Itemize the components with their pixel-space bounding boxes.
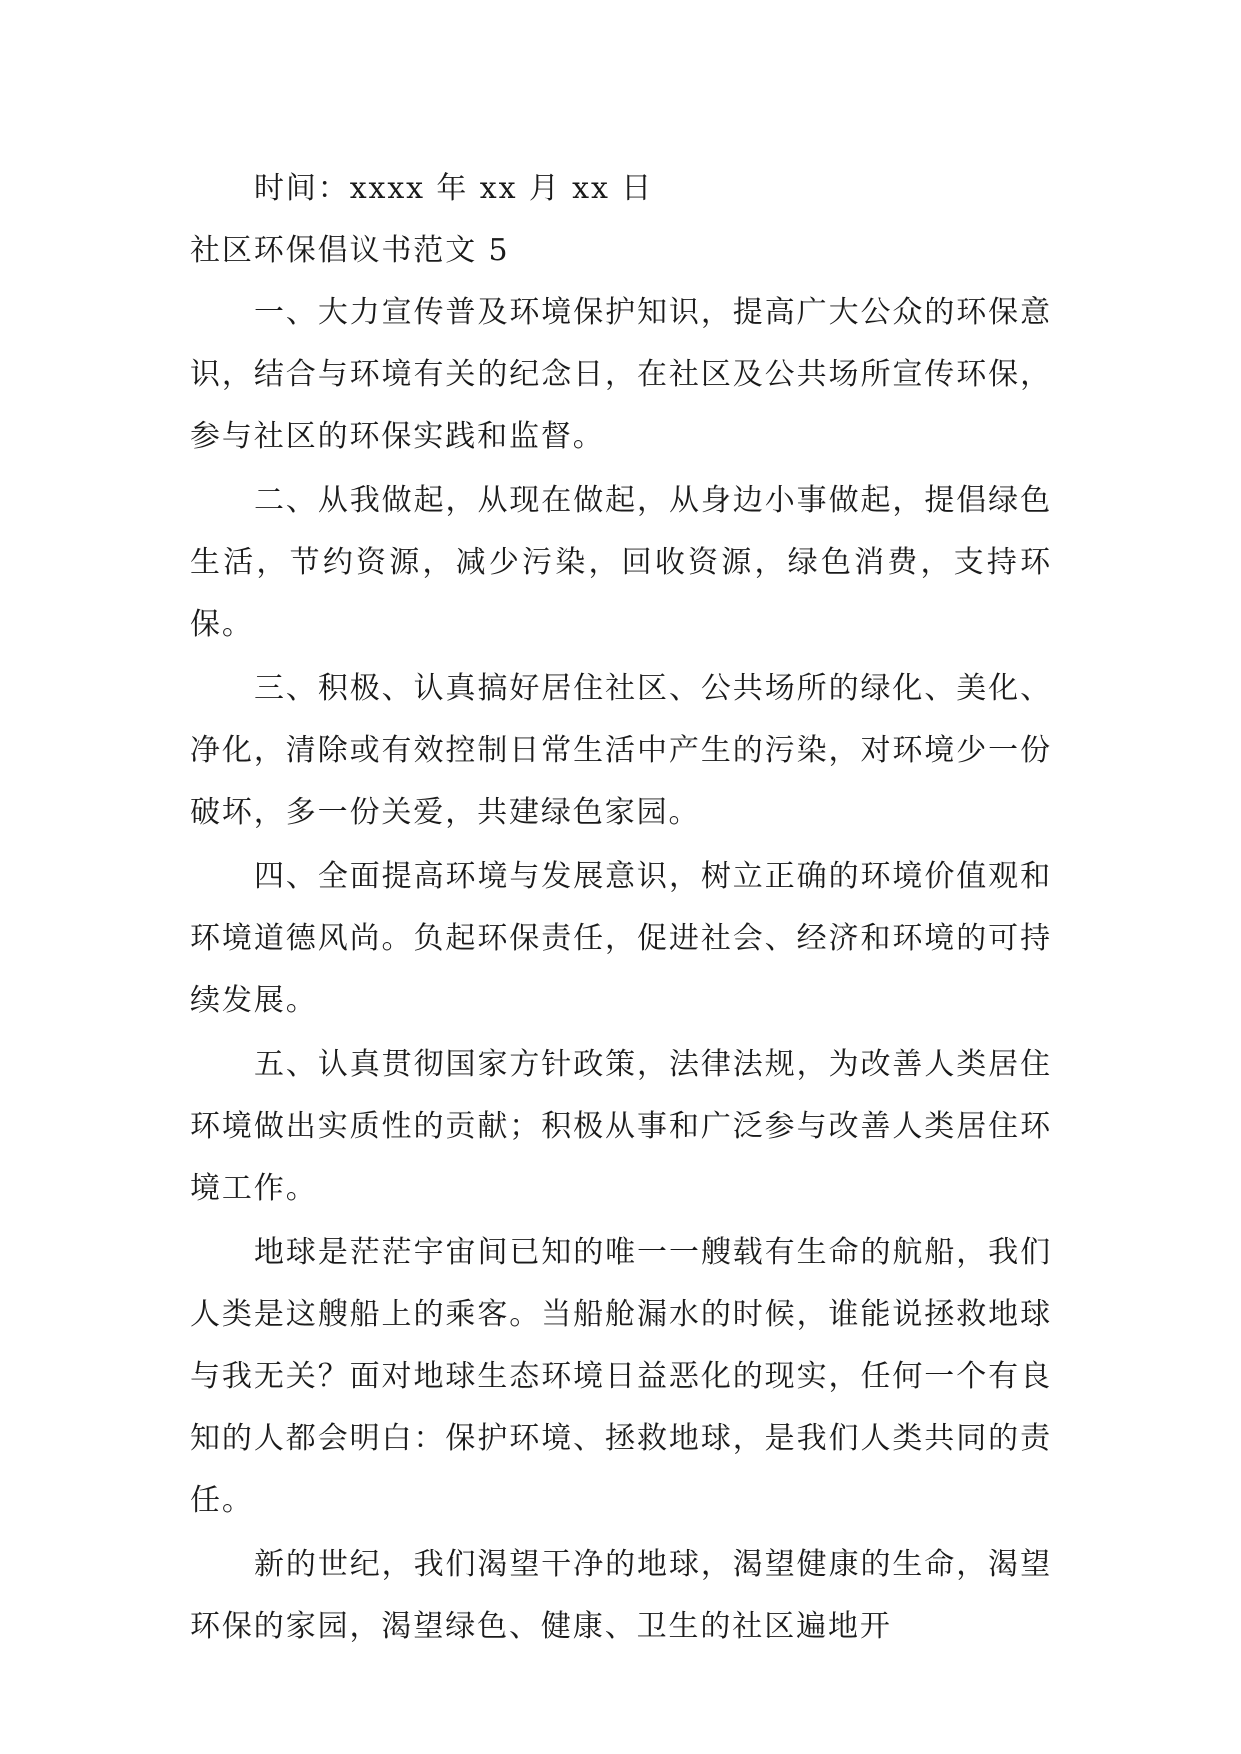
paragraph-6: 地球是茫茫宇宙间已知的唯一一艘载有生命的航船，我们人类是这艘船上的乘客。当船舱漏水的时候，谁能说拯救地球与我无关？面对地球生态环境日益恶化的现实，任何一个有良知的人都会明白：保护环境、拯救地球，是我们人类共同的责任。 — [190, 1235, 1052, 1518]
paragraph-5: 五、认真贯彻国家方针政策，法律法规，为改善人类居住环境做出实质性的贡献；积极从事和广泛参与改善人类居住环境工作。 — [190, 1047, 1052, 1206]
paragraph-7: 新的世纪，我们渴望干净的地球，渴望健康的生命，渴望环保的家园，渴望绿色、健康、卫生的社区遍地开 — [190, 1547, 1052, 1644]
paragraph-1: 一、大力宣传普及环境保护知识，提高广大公众的环保意识，结合与环境有关的纪念日，在社区及公共场所宣传环保，参与社区的环保实践和监督。 — [190, 295, 1052, 454]
document-title: 社区环保倡议书范文 5 — [190, 233, 510, 268]
paragraph-4: 四、全面提高环境与发展意识，树立正确的环境价值观和环境道德风尚。负起环保责任，促进社会、经济和环境的可持续发展。 — [190, 859, 1052, 1018]
document-body — [190, 158, 1052, 1660]
paragraph-3: 三、积极、认真搞好居住社区、公共场所的绿化、美化、净化，清除或有效控制日常生活中产生的污染，对环境少一份破坏，多一份关爱，共建绿色家园。 — [190, 671, 1052, 830]
date-line: 时间：xxxx 年 xx 月 xx 日 — [254, 171, 654, 206]
paragraph-2: 二、从我做起，从现在做起，从身边小事做起，提倡绿色生活，节约资源，减少污染，回收资源，绿色消费，支持环保。 — [190, 483, 1052, 642]
